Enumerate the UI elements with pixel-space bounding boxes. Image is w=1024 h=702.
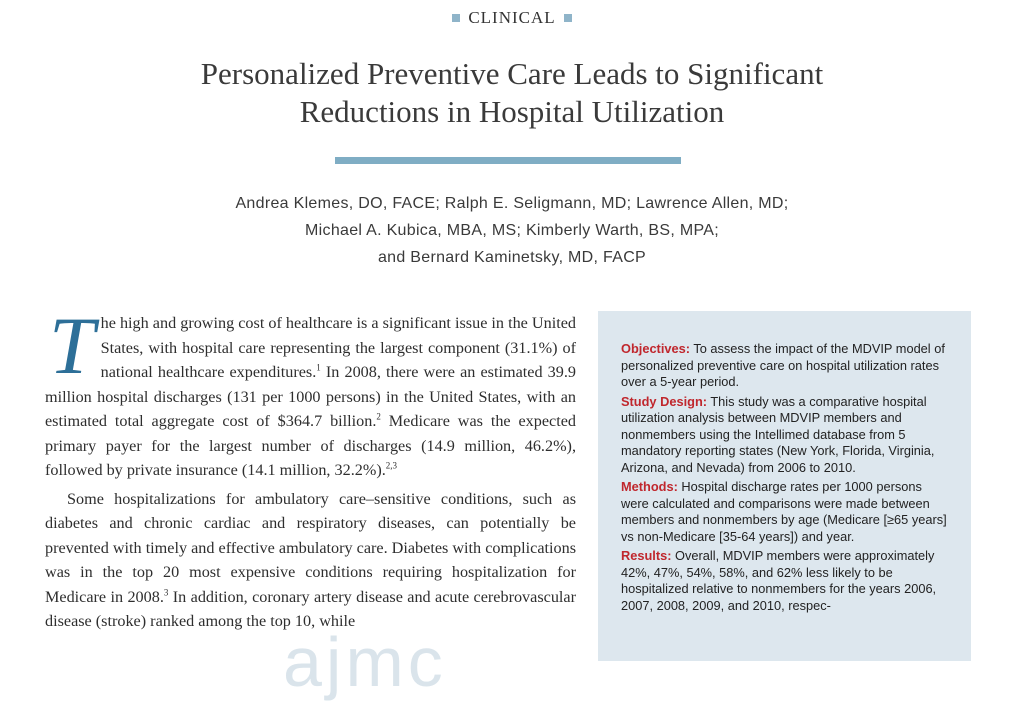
reference-2-3: 2,3 bbox=[385, 460, 398, 471]
author-line-3: and Bernard Kaminetsky, MD, FACP bbox=[377, 249, 647, 266]
body-paragraph-1 bbox=[45, 300, 576, 483]
paragraph-1-text-c: Medicare was the expected primary payer for the largest number of discharges (14.9 million, 46.2%), followed by private insurance (14.1 million, 32.2%). bbox=[45, 412, 576, 479]
objectives-text: To assess the impact of the MDVIP model of personalized preventive care on hospital utilization rates over a 5-year period. bbox=[621, 341, 945, 389]
body-paragraph-2 bbox=[45, 487, 576, 634]
author-list bbox=[0, 190, 1024, 271]
section-label bbox=[0, 8, 1024, 28]
paragraph-2-text-b: In addition, coronary artery disease and acute cerebrovascular disease (stroke) ranked among the top 10, while bbox=[45, 587, 576, 630]
methods-label: Methods: bbox=[621, 479, 678, 494]
drop-cap: T bbox=[49, 300, 95, 391]
article-body bbox=[45, 300, 577, 634]
results-label: Results: bbox=[621, 548, 672, 563]
abstract-objectives bbox=[621, 341, 953, 391]
reference-1: 1 bbox=[316, 362, 321, 373]
journal-watermark: ajmc bbox=[283, 623, 447, 701]
title-line-1: Personalized Preventive Care Leads to Significant bbox=[200, 56, 824, 91]
title-divider bbox=[335, 157, 681, 164]
reference-3: 3 bbox=[163, 587, 169, 598]
paragraph-1-text-b: In 2008, there were an estimated 39.9 million hospital discharges (131 per 1000 persons) in the United States, with an estimated total aggregate cost of $364.7 billion. bbox=[45, 363, 576, 430]
square-bullet-left-icon bbox=[452, 14, 460, 22]
objectives-label: Objectives: bbox=[621, 341, 690, 356]
title-line-2: Reductions in Hospital Utilization bbox=[299, 94, 725, 129]
abstract-methods bbox=[621, 479, 953, 545]
paragraph-2-text-a: Some hospitalizations for ambulatory care–sensitive conditions, such as diabetes and chronic cardiac and respiratory diseases, can potentially be prevented with timely and effective ambulatory care. Diabetes with complications was in the top 20 most expensive conditions requiring hospitalization for Medicare in 2008. bbox=[45, 489, 577, 606]
paragraph-1-text-a: he high and growing cost of healthcare is a significant issue in the United States, with hospital care representing the largest component (31.1%) of national healthcare expenditures. bbox=[100, 314, 576, 381]
abstract-results bbox=[621, 548, 953, 614]
square-bullet-right-icon bbox=[564, 14, 572, 22]
author-line-1: Andrea Klemes, DO, FACE; Ralph E. Seligmann, MD; Lawrence Allen, MD; bbox=[235, 195, 789, 212]
section-name: CLINICAL bbox=[468, 8, 556, 27]
article-title bbox=[0, 55, 1024, 131]
reference-2: 2 bbox=[376, 411, 381, 422]
study-design-label: Study Design: bbox=[621, 393, 708, 409]
results-text: Overall, MDVIP members were approximately 42%, 47%, 54%, 58%, and 62% less likely to be hospitalized relative to nonmembers for the years 2006, 2007, 2008, 2009, and 2010, respec- bbox=[621, 548, 937, 613]
study-design-text: This study was a comparative hospital utilization analysis between MDVIP members and nonmembers using the Intellimed database from 5 mandatory reporting states (New York, Florida, Virginia, Arizona, and Nevada) from 2006 to 2010. bbox=[621, 393, 935, 475]
abstract-box bbox=[598, 311, 971, 661]
abstract-study-design bbox=[621, 394, 953, 477]
methods-text: Hospital discharge rates per 1000 persons were calculated and comparisons were made between members and nonmembers by age (Medicare [≥65 years] vs non-Medicare [35-64 years]) and year. bbox=[621, 479, 947, 544]
author-line-2: Michael A. Kubica, MBA, MS; Kimberly Warth, BS, MPA; bbox=[305, 222, 719, 239]
